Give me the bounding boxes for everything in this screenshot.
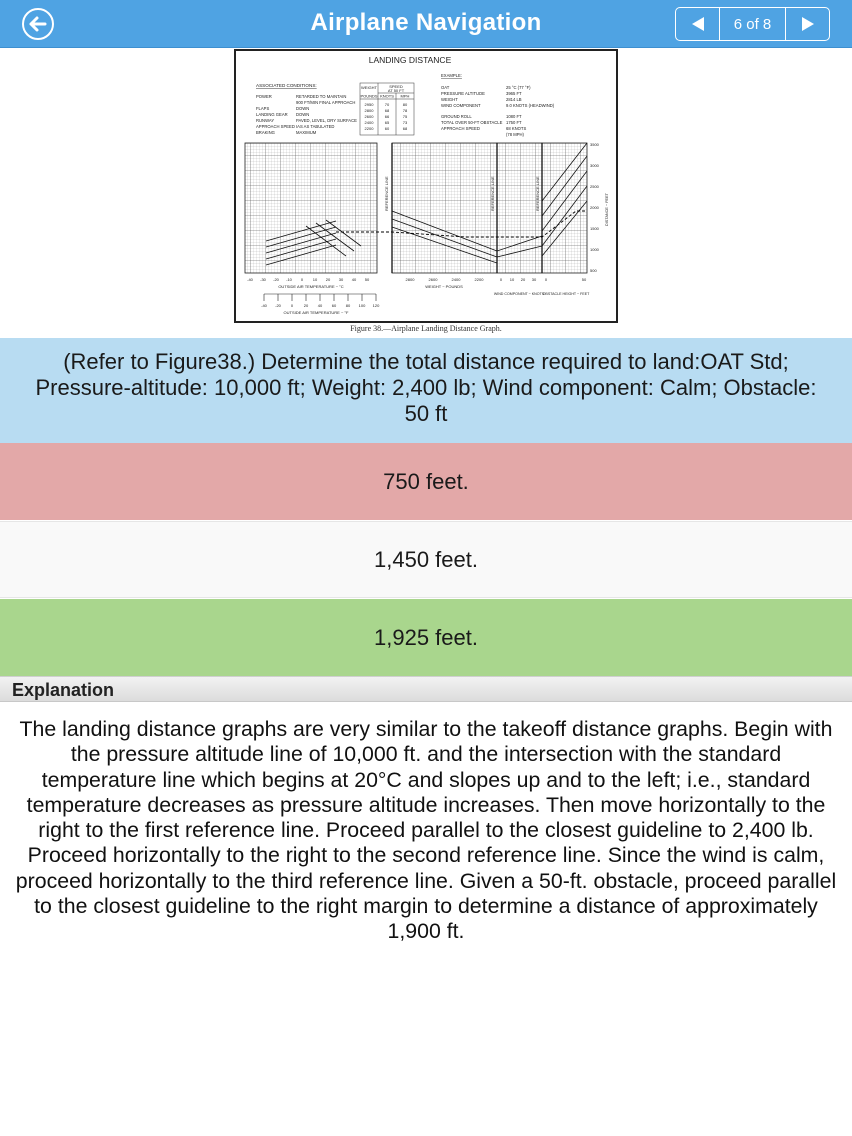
condition-value: PAVED, LEVEL, DRY SURFACE [296, 118, 357, 123]
example-value: (78 MPH) [506, 132, 524, 137]
example-key: WIND COMPONENT [441, 103, 481, 108]
x-axis-weight [406, 277, 485, 289]
x-axis-label: WIND COMPONENT ~ KNOTS [493, 292, 545, 296]
x-tick: 0 [544, 277, 548, 282]
x-tick: 100 [358, 303, 366, 308]
x-tick: 2800 [405, 277, 415, 282]
example-key: WEIGHT [441, 97, 458, 102]
figure-frame [234, 49, 618, 323]
x-tick: 10 [509, 277, 515, 282]
sub-knots: KNOTS [380, 93, 394, 99]
x-tick: 2600 [428, 277, 438, 282]
example-value: 1080 FT [506, 114, 522, 119]
x-tick: 40 [317, 303, 323, 308]
example-value: 2814 LB [506, 97, 522, 102]
condition-name: FLAPS [256, 106, 270, 111]
figure-title: LANDING DISTANCE [368, 55, 452, 65]
col-weight: WEIGHT [361, 85, 377, 90]
table-cell: 65 [384, 120, 390, 125]
reference-line-label: REFERENCE LINE [384, 176, 389, 211]
table-cell: 66 [384, 114, 390, 119]
example-key: TOTAL OVER 50-FT OBSTACLE [441, 120, 503, 125]
x-axis-label: WEIGHT ~ POUNDS [425, 284, 463, 289]
x-tick: 80 [345, 303, 351, 308]
condition-value: IAS AS TABULATED [296, 124, 335, 129]
next-question-button[interactable] [786, 8, 829, 40]
reference-line-label: REFERENCE LINE [535, 176, 540, 211]
example-value: 9.0 KNOTS (HEADWIND) [506, 103, 555, 108]
x-axis-obstacle [543, 277, 591, 296]
answer-option-3[interactable] [0, 599, 852, 676]
x-axis-wind [494, 277, 545, 296]
x-tick: 2400 [451, 277, 461, 282]
sub-mph: MPH [400, 93, 410, 99]
example-key: GROUND ROLL [441, 114, 472, 119]
table-cell: 68 [384, 108, 390, 113]
condition-value: RETARDED TO MAINTAIN [296, 94, 347, 99]
example-key: PRESSURE ALTITUDE [441, 91, 485, 96]
table-cell: 2600 [364, 114, 374, 119]
condition-value: DOWN [296, 112, 310, 117]
x-axis-label: OUTSIDE AIR TEMPERATURE ~ °F [283, 310, 349, 315]
explanation-text: The landing distance graphs are very similar to the takeoff distance graphs. Begin with the pressure altitude line of 10,000 ft. and the intersection with the standard temperature line which begins at 20°C and slopes up and to the left; i.e., standard temperature decreases as pressure altitude increases. Then move horizontally to the right to the first reference line. Proceed parallel to the closest guideline to 2,400 lb. Proceed horizontally to the right to the second reference line. Since the wind is calm, proceed horizontally to the third reference line. Given a 50-ft. obstacle, proceed parallel to the closest guideline to the right margin to determine a distance of approximately 1,900 ft. [15, 717, 837, 944]
condition-value: DOWN [296, 106, 310, 111]
x-tick: 50 [581, 277, 587, 282]
x-tick: -20 [273, 277, 279, 282]
x-axis-oat-f [261, 294, 380, 315]
condition-name: LANDING GEAR [256, 112, 288, 117]
x-axis-oat-c [247, 277, 370, 289]
example-value: 3965 FT [506, 91, 522, 96]
example-value: 25 °C (77 °F) [506, 85, 531, 90]
table-cell: 2950 [364, 102, 374, 107]
x-tick: -10 [286, 277, 292, 282]
table-cell: 70 [384, 102, 390, 107]
condition-value: 900 FT/MIN FINAL APPROACH [296, 100, 356, 105]
x-axis-label: OBSTACLE HEIGHT ~ FEET [542, 292, 590, 296]
x-tick: 20 [303, 303, 309, 308]
answer-option-2[interactable] [0, 521, 852, 598]
table-cell: 68 [402, 126, 408, 131]
y-tick: 3000 [590, 163, 599, 168]
x-tick: 0 [290, 303, 294, 308]
x-tick: 0 [499, 277, 503, 282]
example-block [441, 73, 555, 137]
x-tick: 10 [312, 277, 318, 282]
y-tick: 1000 [590, 247, 599, 252]
col-speed: SPEED [389, 84, 403, 89]
y-tick: 2000 [590, 205, 599, 210]
sub-pounds: POUNDS [360, 93, 378, 99]
back-button[interactable] [22, 8, 54, 40]
conditions-title: ASSOCIATED CONDITIONS: [256, 83, 317, 88]
y-tick: 2500 [590, 184, 599, 189]
y-axis-label: DISTANCE ~ FEET [605, 193, 609, 226]
example-value: 68 KNOTS [506, 126, 527, 131]
reference-line-label: REFERENCE LINE [490, 176, 495, 211]
x-tick: 60 [331, 303, 337, 308]
table-cell: 2200 [364, 126, 374, 131]
top-navigation-bar [0, 0, 852, 48]
x-tick: 20 [325, 277, 331, 282]
triangle-left-icon [691, 16, 705, 32]
table-cell: 78 [402, 108, 408, 113]
example-key: OAT [441, 85, 450, 90]
landing-distance-graph [236, 51, 616, 321]
example-title: EXAMPLE: [441, 73, 462, 78]
back-arrow-icon [28, 14, 48, 34]
x-tick: 120 [372, 303, 380, 308]
table-cell: 80 [402, 102, 408, 107]
x-tick: 30 [338, 277, 344, 282]
explanation-header: Explanation [0, 676, 852, 702]
landing-distance-figure [234, 49, 618, 337]
y-tick: 500 [590, 268, 597, 273]
condition-name: POWER [256, 94, 272, 99]
example-value: 1750 FT [506, 120, 522, 125]
x-tick: 0 [300, 277, 304, 282]
answer-label: 1,925 feet. [374, 624, 478, 650]
question-text: (Refer to Figure38.) Determine the total distance required to land:OAT Std; Pressure-altitude: 10,000 ft; Weight: 2,400 lb; Wind component: Calm; Obstacle: 50 ft [0, 338, 852, 443]
question-counter: 6 of 8 [719, 8, 786, 40]
y-axis-ticks [590, 142, 609, 273]
x-tick: 20 [520, 277, 526, 282]
table-cell: 2400 [364, 120, 374, 125]
condition-name: BRAKING [256, 130, 275, 135]
x-tick: 40 [351, 277, 357, 282]
page-title: Airplane Navigation [310, 9, 542, 36]
condition-name: APPROACH SPEED [256, 124, 295, 129]
answer-label: 750 feet. [383, 468, 469, 494]
speed-table [360, 83, 414, 135]
question-pager [675, 7, 830, 41]
condition-value: MAXIMUM [296, 130, 317, 135]
table-cell: 75 [402, 114, 408, 119]
x-tick: -30 [260, 277, 266, 282]
table-cell: 73 [402, 120, 408, 125]
answer-label: 1,450 feet. [374, 546, 478, 572]
x-tick: -20 [275, 303, 281, 308]
previous-question-button[interactable] [676, 8, 719, 40]
y-tick: 3500 [590, 142, 599, 147]
table-cell: 2800 [364, 108, 374, 113]
y-tick: 1500 [590, 226, 599, 231]
x-tick: -40 [247, 277, 253, 282]
triangle-right-icon [801, 16, 815, 32]
col-speed-sub: AT 50 FT [387, 88, 405, 93]
x-tick: 30 [531, 277, 537, 282]
condition-name: RUNWAY [256, 118, 275, 123]
x-tick: 2200 [474, 277, 484, 282]
example-key: APPROACH SPEED [441, 126, 480, 131]
figure-caption: Figure 38.—Airplane Landing Distance Graph. [350, 324, 502, 333]
table-cell: 60 [384, 126, 390, 131]
x-tick: 50 [364, 277, 370, 282]
x-tick: -40 [261, 303, 267, 308]
conditions-list [256, 94, 357, 135]
x-axis-label: OUTSIDE AIR TEMPERATURE ~ °C [278, 284, 344, 289]
answer-option-1[interactable] [0, 443, 852, 520]
